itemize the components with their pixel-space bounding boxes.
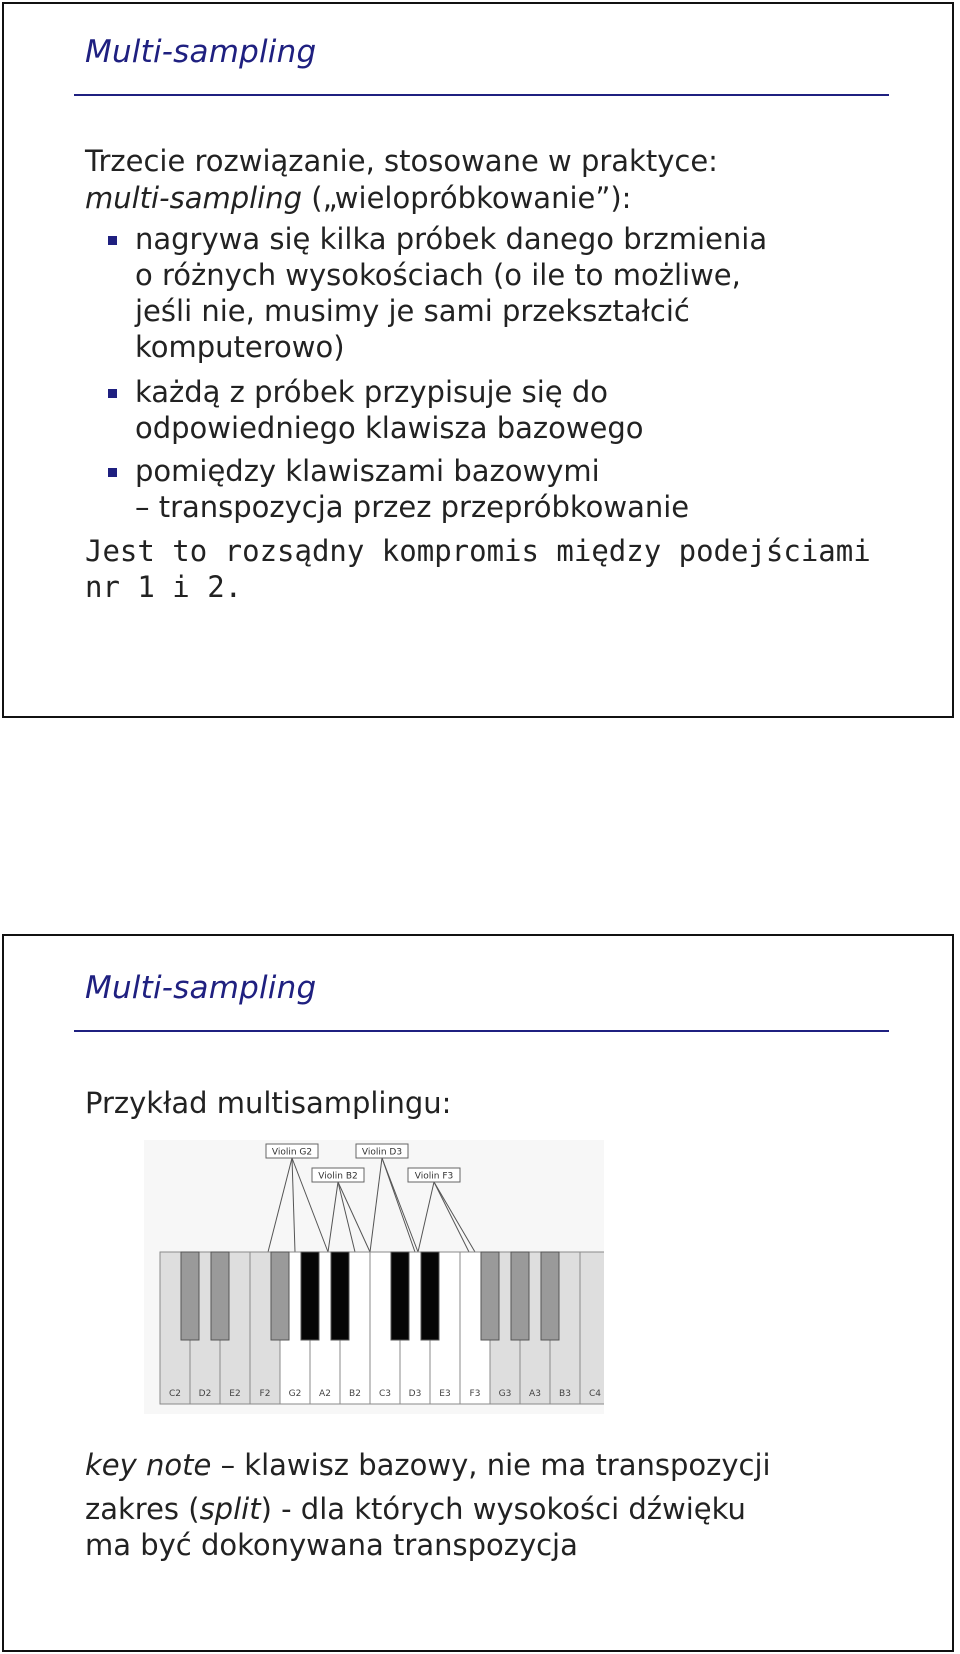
key-label-c4: C4 (588, 1389, 602, 1399)
slide-title: Multi-sampling (85, 34, 317, 70)
black-key (421, 1252, 439, 1340)
split-term: split (199, 1492, 261, 1526)
black-key (331, 1252, 349, 1340)
key-label-f3: F3 (469, 1389, 481, 1399)
sample-label: Violin F3 (414, 1171, 454, 1182)
title-underline (74, 94, 889, 96)
slide-title: Multi-sampling (85, 970, 317, 1006)
sample-label: Violin D3 (361, 1147, 403, 1158)
split-line-1 (85, 1492, 746, 1526)
intro-term-translation: („wielopróbkowanie”): (302, 181, 632, 215)
slide-1 (2, 2, 954, 718)
key-label-b2: B2 (349, 1389, 361, 1399)
key-label-c3: C3 (378, 1389, 392, 1399)
key-label-a3: A3 (529, 1389, 541, 1399)
key-label-b3: B3 (559, 1389, 571, 1399)
black-key (211, 1252, 229, 1340)
bullet-marker (108, 389, 117, 398)
key-label-g2: G2 (288, 1389, 302, 1399)
key-label-d2: D2 (198, 1389, 212, 1399)
bullet-3-line-2: – transpozycja przez przepróbkowanie (135, 490, 690, 524)
intro-line-1: Trzecie rozwiązanie, stosowane w praktyce: (85, 144, 718, 178)
bullet-marker (108, 236, 117, 245)
sample-label: Violin G2 (271, 1147, 313, 1158)
black-key (301, 1252, 319, 1340)
black-key (181, 1252, 199, 1340)
bullet-marker (108, 468, 117, 477)
key-label-a2: A2 (319, 1389, 331, 1399)
bullet-2-line-2: odpowiedniego klawisza bazowego (135, 411, 644, 445)
conclusion-line-2: nr 1 i 2. (85, 570, 243, 604)
black-key (511, 1252, 529, 1340)
key-note-definition: – klawisz bazowy, nie ma transpozycji (211, 1448, 771, 1482)
bullet-1-line-2: o różnych wysokościach (o ile to możliwe, (135, 258, 741, 292)
black-key (271, 1252, 289, 1340)
key-label-e2: E2 (229, 1389, 241, 1399)
intro-term: multi-sampling (85, 181, 303, 215)
title-underline (74, 1030, 889, 1032)
sample-label: Violin B2 (318, 1171, 358, 1182)
split-definition: ) - dla których wysokości dźwięku (260, 1492, 746, 1526)
multisampling-keyboard-figure (144, 1140, 604, 1414)
key-label-c2: C2 (168, 1389, 182, 1399)
slide-2 (2, 934, 954, 1652)
black-key (391, 1252, 409, 1340)
bullet-3-line-1: pomiędzy klawiszami bazowymi (135, 454, 600, 488)
bullet-1-line-4: komputerowo) (135, 330, 345, 364)
intro-line-2 (85, 181, 631, 215)
black-key (481, 1252, 499, 1340)
example-label: Przykład multisamplingu: (85, 1086, 452, 1120)
key-label-f2: F2 (259, 1389, 271, 1399)
key-label-d3: D3 (408, 1389, 422, 1399)
conclusion-line-1: Jest to rozsądny kompromis między podejściami (85, 534, 871, 568)
split-line-2: ma być dokonywana transpozycja (85, 1528, 578, 1562)
bullet-1-line-1: nagrywa się kilka próbek danego brzmienia (135, 222, 768, 256)
bullet-2-line-1: każdą z próbek przypisuje się do (135, 375, 608, 409)
split-prefix: zakres ( (85, 1492, 200, 1526)
key-note-term: key note (85, 1448, 212, 1482)
key-note-line (85, 1448, 771, 1482)
black-key (541, 1252, 559, 1340)
white-key-c4 (580, 1252, 604, 1404)
key-label-e3: E3 (439, 1389, 451, 1399)
key-label-g3: G3 (498, 1389, 512, 1399)
bullet-1-line-3: jeśli nie, musimy je sami przekształcić (135, 294, 690, 328)
